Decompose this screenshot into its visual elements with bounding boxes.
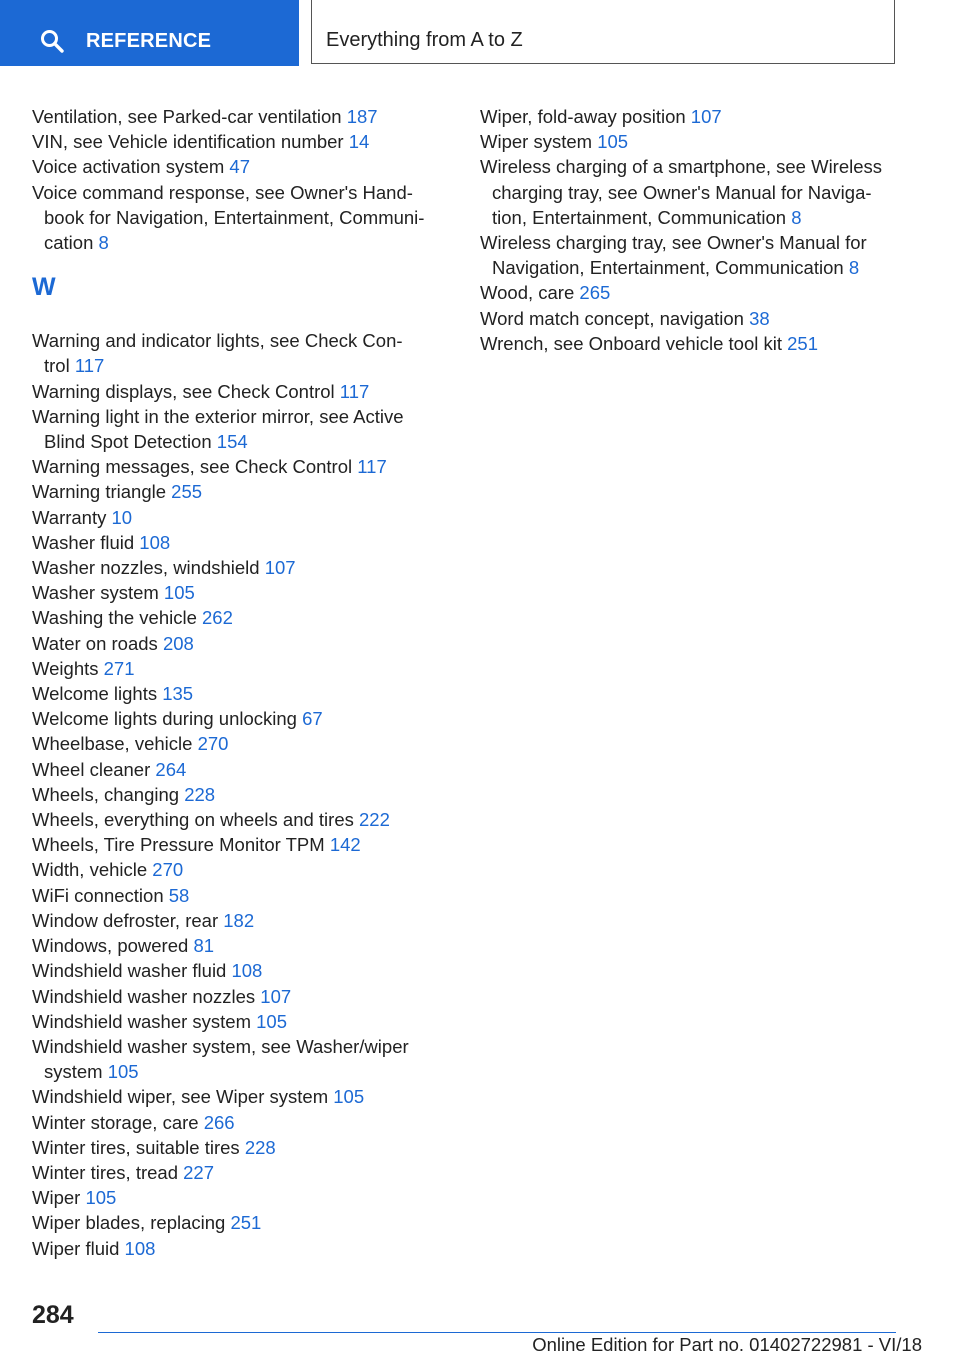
edition-text: Online Edition for Part no. 01402722981 - VI/18 (532, 1334, 922, 1355)
page-link[interactable]: 135 (162, 683, 194, 705)
index-entry (32, 656, 452, 681)
page-link[interactable]: 105 (163, 582, 195, 604)
index-entry-text: Winter storage, care (32, 1111, 204, 1133)
index-entry-text: Voice command response, see Owner's Hand- (32, 181, 413, 203)
index-entry-text: charging tray, see Owner's Manual for Naviga- (492, 181, 872, 203)
index-entries-v (32, 104, 452, 255)
index-entry-text: Wiper fluid (32, 1237, 125, 1259)
page-link[interactable]: 105 (85, 1187, 117, 1209)
index-entry (32, 832, 452, 857)
index-entry-text: Wireless charging of a smartphone, see Wireless (480, 156, 883, 178)
index-entries-w (32, 328, 452, 1261)
index-entry (32, 328, 452, 378)
index-entry (32, 1009, 452, 1034)
index-entry-text: Winter tires, suitable tires (32, 1136, 245, 1158)
page-link[interactable]: 270 (152, 859, 184, 881)
page-link[interactable]: 107 (690, 106, 722, 127)
index-entry (480, 129, 920, 154)
index-entry-text: VIN, see Vehicle identification number (32, 131, 349, 153)
index-entry (480, 280, 920, 305)
page-link[interactable]: 208 (162, 632, 194, 654)
page-link[interactable]: 105 (256, 1010, 288, 1032)
index-entry (32, 1084, 452, 1109)
index-entry (32, 731, 452, 756)
index-entry-text: Blind Spot Detection (44, 431, 217, 453)
index-entry (32, 857, 452, 882)
index-entry (32, 505, 452, 530)
index-entry-text: Winter tires, tread (32, 1161, 184, 1183)
page-link[interactable]: 227 (183, 1161, 215, 1183)
index-entry (32, 883, 452, 908)
index-entry (32, 1236, 452, 1261)
index-entry-text: Washer nozzles, windshield (32, 557, 265, 579)
index-entry (32, 681, 452, 706)
section-title: Everything from A to Z (326, 29, 523, 51)
page-link[interactable]: 271 (103, 657, 135, 679)
index-entry-text: Water on roads (32, 632, 163, 654)
index-entries-w-continued (480, 104, 920, 356)
page-link[interactable]: 105 (597, 131, 629, 153)
index-entry-text: Wrench, see Onboard vehicle tool kit (480, 332, 788, 354)
search-icon (40, 29, 64, 53)
index-entry-text: Warning and indicator lights, see Check Con- (32, 330, 403, 352)
index-entry (32, 404, 452, 454)
index-entry-text: Wheelbase, vehicle (32, 733, 198, 755)
index-entry-text: Windshield washer fluid (32, 960, 232, 982)
index-entry-text: Wheel cleaner (32, 758, 156, 780)
index-entry-text: system (44, 1061, 108, 1083)
page-header (0, 0, 960, 66)
index-entry-text: Wheels, everything on wheels and tires (32, 809, 360, 831)
page-link[interactable]: 117 (339, 380, 370, 402)
page-link[interactable]: 117 (74, 355, 105, 377)
index-entry (32, 807, 452, 832)
index-entry-text: tion, Entertainment, Communication (492, 206, 792, 228)
page-link[interactable]: 107 (260, 985, 292, 1007)
index-entry (480, 306, 920, 331)
index-entry-text: Warranty (32, 506, 112, 528)
index-entry (32, 984, 452, 1009)
index-entry-text: Width, vehicle (32, 859, 153, 881)
index-entry-text: Warning light in the exterior mirror, see Active (32, 405, 404, 427)
index-entry (32, 1210, 452, 1235)
page-link[interactable]: 58 (168, 884, 190, 906)
index-entry (32, 1135, 452, 1160)
page-link[interactable]: 251 (787, 332, 818, 354)
index-entry-text: Wireless charging tray, see Owner's Manual for (480, 232, 867, 254)
index-entry-text: Ventilation, see Parked-car ventilation (32, 106, 347, 127)
page-link[interactable]: 108 (139, 531, 171, 553)
index-entry-text: Washer system (32, 582, 164, 604)
index-entry-text: Windshield washer system, see Washer/wiper (32, 1035, 409, 1057)
index-entry-text: book for Navigation, Entertainment, Communi- (44, 206, 425, 228)
index-entry-text: Windows, powered (32, 935, 194, 957)
index-entry (480, 230, 920, 280)
page-number: 284 (32, 1301, 74, 1329)
index-entry-text: cation (44, 232, 99, 254)
index-entry-text: Wood, care (480, 282, 580, 304)
index-entry-text: Windshield wiper, see Wiper system (32, 1086, 334, 1108)
page-link[interactable]: 264 (155, 758, 187, 780)
index-entry (480, 331, 920, 356)
index-entry (32, 757, 452, 782)
page-link[interactable]: 154 (216, 431, 248, 453)
index-entry (32, 1185, 452, 1210)
index-entry-text: Wiper blades, replacing (32, 1212, 231, 1234)
index-entry-text: Word match concept, navigation (480, 307, 750, 329)
index-entry (32, 631, 452, 656)
page-link[interactable]: 255 (171, 481, 203, 503)
page-link[interactable]: 108 (231, 960, 263, 982)
section-title-box (311, 0, 895, 64)
index-entry-text: Wiper, fold-away position (480, 106, 691, 127)
page-link[interactable]: 270 (197, 733, 229, 755)
page-link[interactable]: 266 (203, 1111, 235, 1133)
reference-tab-label: REFERENCE (86, 30, 212, 52)
index-entry-text: Wheels, changing (32, 783, 185, 805)
page-link[interactable]: 8 (791, 206, 802, 228)
index-entry (32, 129, 452, 154)
index-entry (32, 555, 452, 580)
index-entry (32, 933, 452, 958)
page-link[interactable]: 47 (229, 156, 250, 178)
index-entry (32, 454, 452, 479)
index-entry-text: WiFi connection (32, 884, 169, 906)
index-entry-text: Wheels, Tire Pressure Monitor TPM (32, 834, 330, 856)
page-link[interactable]: 107 (264, 557, 296, 579)
index-entry-text: Weights (32, 657, 104, 679)
index-entry-text: Warning displays, see Check Control (32, 380, 340, 402)
index-entry-text: Warning triangle (32, 481, 172, 503)
page-link[interactable]: 228 (244, 1136, 276, 1158)
index-entry (480, 104, 920, 129)
index-entry (32, 180, 452, 256)
index-entry-text: Wiper (32, 1187, 86, 1209)
index-entry-text: Window defroster, rear (32, 909, 224, 931)
index-entry (32, 605, 452, 630)
index-entry-text: Washer fluid (32, 531, 140, 553)
page-link[interactable]: 81 (193, 935, 215, 957)
index-entry (32, 1034, 452, 1084)
page-link[interactable]: 14 (348, 131, 370, 153)
index-entry (32, 908, 452, 933)
index-entry-text: Windshield washer system (32, 1010, 257, 1032)
index-entry (32, 782, 452, 807)
index-entry (32, 1160, 452, 1185)
page-link[interactable]: 10 (111, 506, 133, 528)
index-entry-text: Navigation, Entertainment, Communication (492, 257, 849, 279)
index-entry (32, 104, 452, 129)
footer-divider (98, 1332, 896, 1333)
index-entry (32, 1110, 452, 1135)
section-letter-w: W (32, 273, 56, 302)
index-entry (32, 379, 452, 404)
index-entry-text: Washing the vehicle (32, 607, 203, 629)
index-entry (32, 530, 452, 555)
page-link[interactable]: 8 (98, 232, 109, 254)
page-link[interactable]: 105 (107, 1061, 139, 1083)
page-link[interactable]: 38 (749, 307, 770, 329)
index-entry-text: Voice activation system (32, 156, 230, 178)
index-entry (32, 958, 452, 983)
index-entry-text: Welcome lights (32, 683, 163, 705)
page-link[interactable]: 8 (848, 257, 860, 279)
page-link[interactable]: 142 (329, 834, 361, 856)
index-entry-text: Warning messages, see Check Control (32, 456, 358, 478)
page-link[interactable]: 105 (333, 1086, 365, 1108)
page-link[interactable]: 117 (357, 456, 387, 478)
page-link[interactable]: 108 (124, 1237, 156, 1259)
index-entry (480, 154, 920, 230)
page-link[interactable]: 262 (202, 607, 233, 629)
page-link[interactable]: 222 (359, 809, 390, 831)
page-link[interactable]: 67 (302, 708, 323, 730)
page-link[interactable]: 187 (346, 106, 378, 127)
page-link[interactable]: 251 (230, 1212, 262, 1234)
page-link[interactable]: 182 (223, 909, 255, 931)
page-link[interactable]: 228 (184, 783, 216, 805)
index-entry (32, 154, 452, 179)
index-column-right (480, 104, 920, 356)
reference-tab[interactable] (0, 0, 299, 66)
index-entry (32, 706, 452, 731)
index-entry (32, 580, 452, 605)
index-entry (32, 479, 452, 504)
index-column-left (32, 104, 452, 1261)
index-entry-text: Welcome lights during unlocking (32, 708, 303, 730)
index-entry-text: trol (44, 355, 75, 377)
page-link[interactable]: 265 (579, 282, 611, 304)
index-entry-text: Windshield washer nozzles (32, 985, 261, 1007)
index-entry-text: Wiper system (480, 131, 598, 153)
